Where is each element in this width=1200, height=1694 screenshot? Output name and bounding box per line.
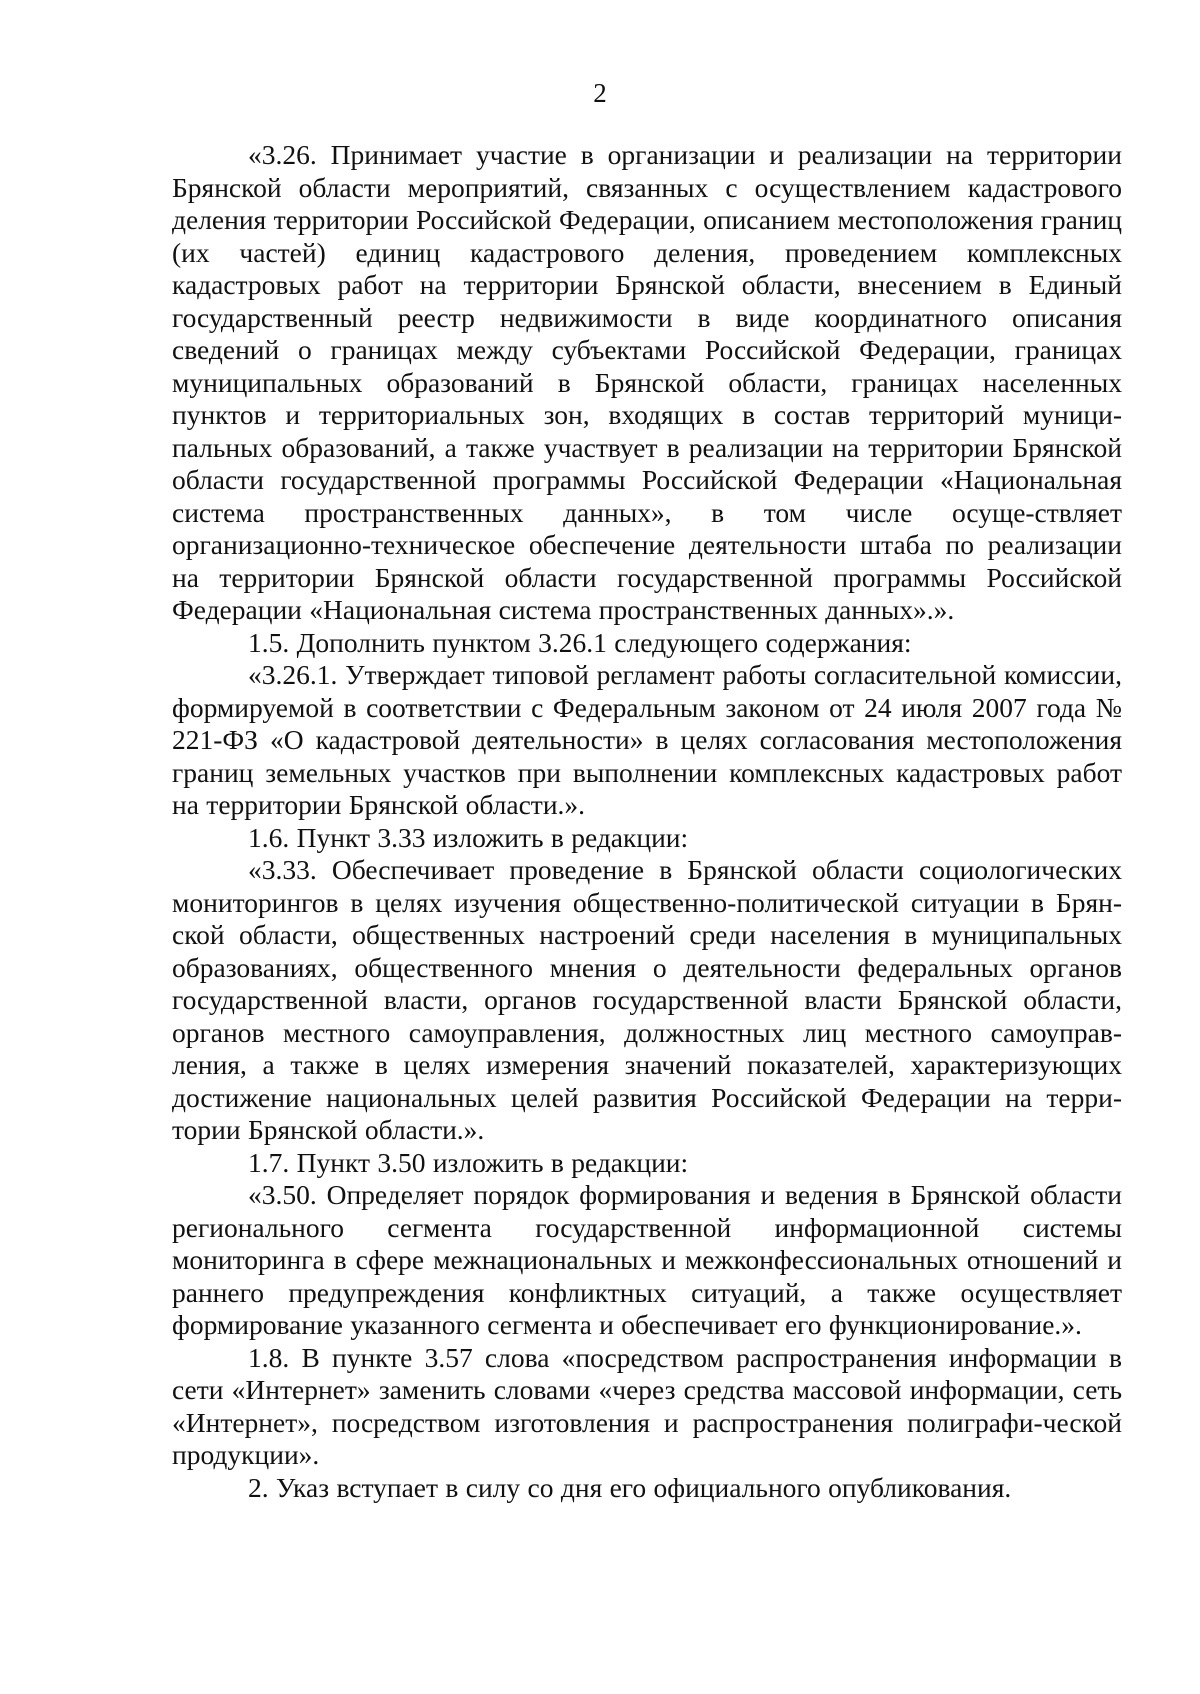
paragraph-1-5: 1.5. Дополнить пунктом 3.26.1 следующего содержания:	[248, 626, 912, 658]
paragraph-2: 2. Указ вступает в силу со дня его официального опубликования.	[248, 1471, 1012, 1503]
paragraph-1-7: 1.7. Пункт 3.50 изложить в редакции:	[248, 1146, 689, 1178]
document-body	[172, 139, 1122, 1504]
paragraph-3-26-1: «3.26.1. Утверждает типовой регламент работы согласительной комиссии, формируемой в соответствии с Федеральным законом от 24 июля 2007 года № 221-ФЗ «О кадастровой деятельности» в целях согласования местоположения границ земельных участков при выполнении комплексных кадастровых работ на территории Брянской области.».	[172, 659, 1122, 820]
paragraph-3-26: «3.26. Принимает участие в организации и реализации на территории Брянской области мероприятий, связанных с осуществлением кадастрового деления территории Российской Федерации, описанием местоположения границ (их частей) единиц кадастрового деления, проведением комплексных кадастровых работ на территории Брянской области, внесением в Единый государственный реестр недвижимости в виде координатного описания сведений о границах между субъектами Российской Федерации, границах муниципальных образований в Брянской области, границах населенных пунктов и территориальных зон, входящих в состав территорий муници-пальных образований, а также участвует в реализации на территории Брянской области государственной программы Российской Федерации «Национальная система пространственных данных», в том числе осуще-ствляет организационно-техническое обеспечение деятельности штаба по реализации на территории Брянской области государственной программы Российской Федерации «Национальная система пространственных данных».».	[172, 139, 1122, 625]
page-number: 2	[593, 78, 607, 108]
paragraph-1-6: 1.6. Пункт 3.33 изложить в редакции:	[248, 821, 689, 853]
paragraph-3-33: «3.33. Обеспечивает проведение в Брянской области социологических мониторингов в целях изучения общественно-политической ситуации в Брян-ской области, общественных настроений среди населения в муниципальных образованиях, общественного мнения о деятельности федеральных органов государственной власти, органов государственной власти Брянской области, органов местного самоуправления, должностных лиц местного самоуправ-ления, а также в целях измерения значений показателей, характеризующих достижение национальных целей развития Российской Федерации на терри-тории Брянской области.».	[172, 854, 1122, 1145]
paragraph-3-50: «3.50. Определяет порядок формирования и ведения в Брянской области регионального сегмента государственной информационной системы мониторинга в сфере межнациональных и межконфессиональных отношений и раннего предупреждения конфликтных ситуаций, а также осуществляет формирование указанного сегмента и обеспечивает его функционирование.».	[172, 1179, 1122, 1340]
paragraph-1-8: 1.8. В пункте 3.57 слова «посредством распространения информации в сети «Интернет» заменить словами «через средства массовой информации, сеть «Интернет», посредством изготовления и распространения полиграфи-ческой продукции».	[172, 1341, 1122, 1470]
